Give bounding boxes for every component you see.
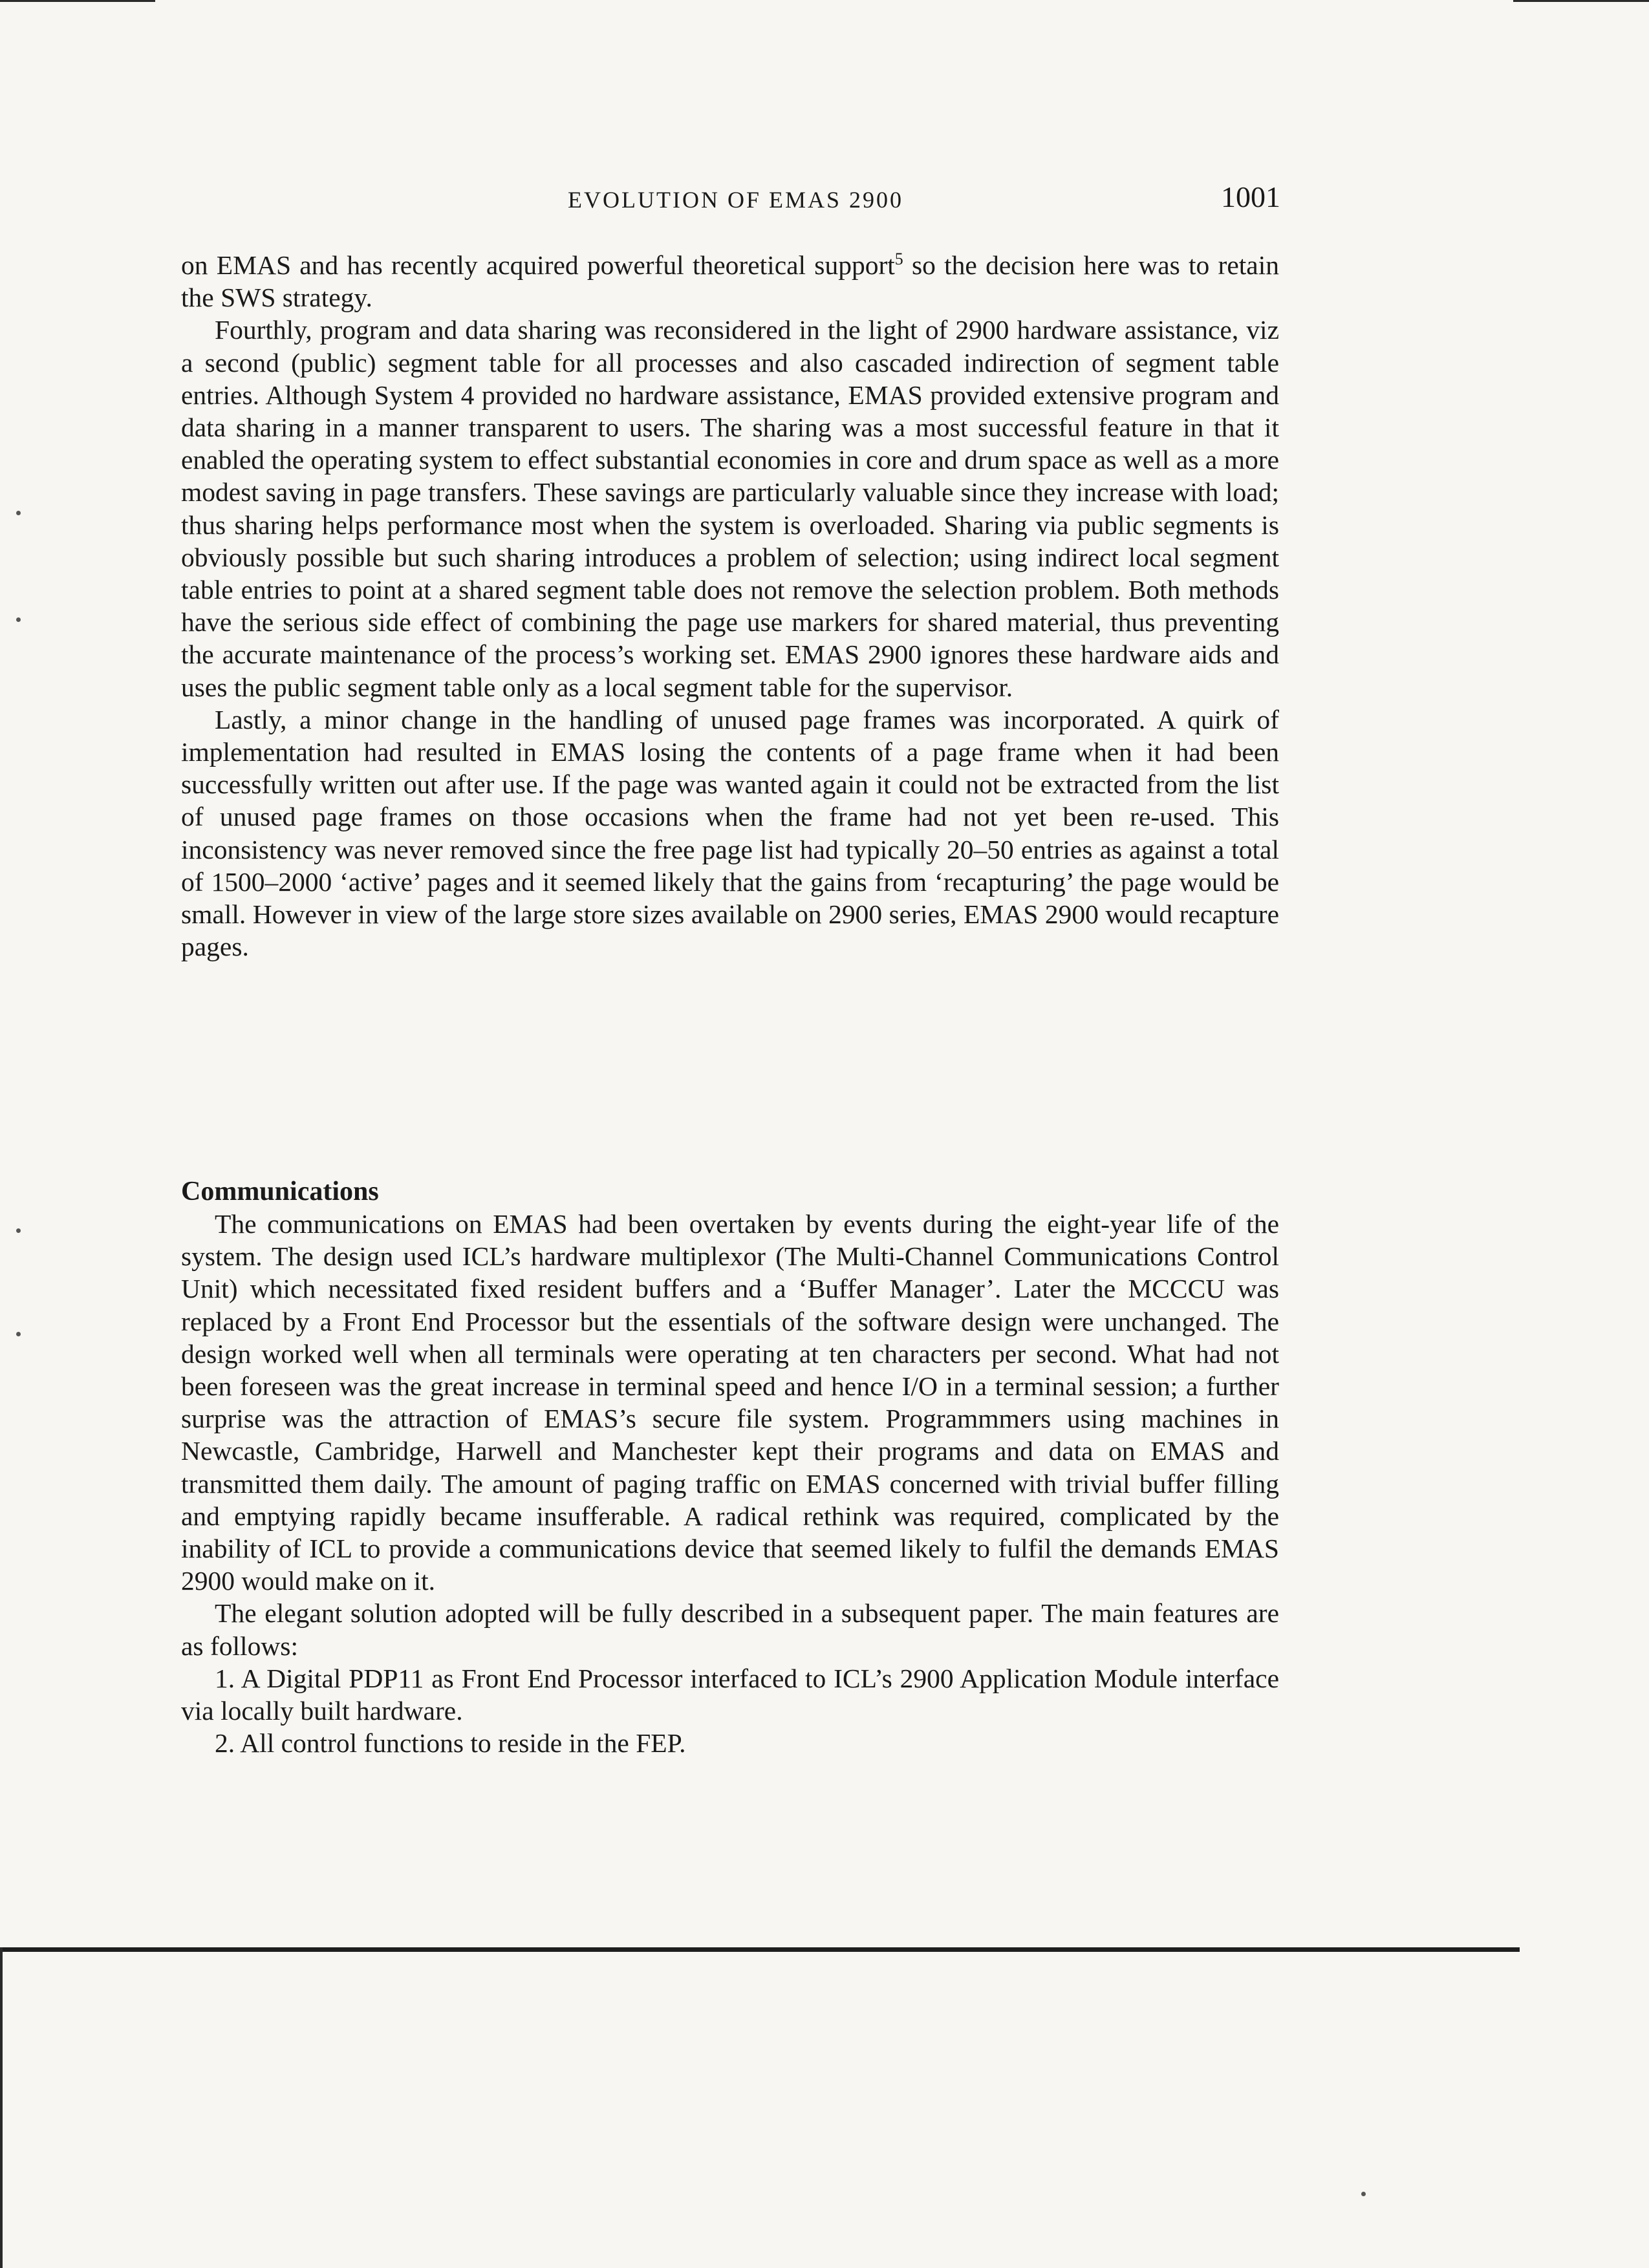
- body-text-top: [181, 249, 1279, 963]
- running-title: EVOLUTION OF EMAS 2900: [568, 187, 903, 213]
- paragraph-sharing: Fourthly, program and data sharing was reconsidered in the light of 2900 hardware assistance, viz a second (public) segment table for all processes and also cascaded indirection of segment table entries. Although System 4 provided no hardware assistance, EMAS provided extensive program and data sharing in a manner transparent to users. The sharing was a most successful feature in that it enabled the operating system to effect substantial economies in core and drum space as well as a more modest saving in page transfers. These savings are particularly valuable since they increase with load; thus sharing helps performance most when the system is overloaded. Sharing via public segments is obviously possible but such sharing introduces a problem of selection; using indirect local segment table entries to point at a shared segment table does not remove the selection problem. Both methods have the serious side effect of combining the page use markers for shared material, thus preventing the accurate maintenance of the process’s working set. EMAS 2900 ignores these hardware aids and uses the public segment table only as a local segment table for the supervisor.: [181, 315, 1279, 702]
- scan-dot: [16, 1228, 21, 1233]
- section-communications: [181, 1175, 1279, 1759]
- scan-dot: [16, 511, 21, 515]
- citation-superscript: 5: [894, 250, 903, 269]
- scan-edge-top-left: [0, 0, 155, 2]
- paragraph-page-frames: Lastly, a minor change in the handling of unused page frames was incorporated. A quirk of implementation had resulted in EMAS losing the contents of a page frame when it had been successfully written out after use. If the page was wanted again it could not be extracted from the list of unused page frames on those occasions when the frame had not yet been re-used. This inconsistency was never removed since the free page list had typically 20–50 entries as against a total of 1500–2000 ‘active’ pages and it seemed likely that the gains from ‘recapturing’ the page would be small. However in view of the large store sizes available on 2900 series, EMAS 2900 would recapture pages.: [181, 704, 1279, 962]
- paragraph-text: on EMAS and has recently acquired powerful theoretical support: [181, 250, 895, 280]
- scan-edge-top-right: [1513, 0, 1649, 2]
- paragraph-continuation: [181, 249, 1279, 314]
- running-header: [181, 180, 1280, 225]
- list-item: 1. A Digital PDP11 as Front End Processor interfaced to ICL’s 2900 Application Module interface via locally built hardware.: [181, 1663, 1279, 1726]
- section-heading: Communications: [181, 1177, 379, 1206]
- scan-edge-bottom: [0, 1947, 1520, 1952]
- scan-edge-left: [0, 1947, 3, 2268]
- paragraph-text: so the decision here was to retain the SWS strategy.: [181, 250, 1279, 313]
- page-number: 1001: [1221, 180, 1280, 213]
- paragraph-communications: The communications on EMAS had been overtaken by events during the eight-year life of the system. The design used ICL’s hardware multiplexor (The Multi-Channel Communications Control Unit) which necessitated fixed resident buffers and a ‘Buffer Manager’. Later the MCCCU was replaced by a Front End Processor but the essentials of the software design were unchanged. The design worked well when all terminals were operating at ten characters per second. What had not been foreseen was the great increase in terminal speed and hence I/O in a terminal session; a further surprise was the attraction of EMAS’s secure file system. Programmmers using machines in Newcastle, Cambridge, Harwell and Manchester kept their programs and data on EMAS and transmitted them daily. The amount of paging traffic on EMAS concerned with trivial buffer filling and emptying rapidly became insufferable. A radical rethink was required, complicated by the inability of ICL to provide a communications device that seemed likely to fulfil the demands EMAS 2900 would make on it.: [181, 1209, 1279, 1596]
- scan-dot: [1361, 2192, 1366, 2196]
- paragraph-solution: The elegant solution adopted will be fully described in a subsequent paper. The main features are as follows:: [181, 1598, 1279, 1661]
- scan-dot: [16, 617, 21, 622]
- scan-dot: [16, 1332, 21, 1336]
- list-item: 2. All control functions to reside in the FEP.: [215, 1728, 686, 1759]
